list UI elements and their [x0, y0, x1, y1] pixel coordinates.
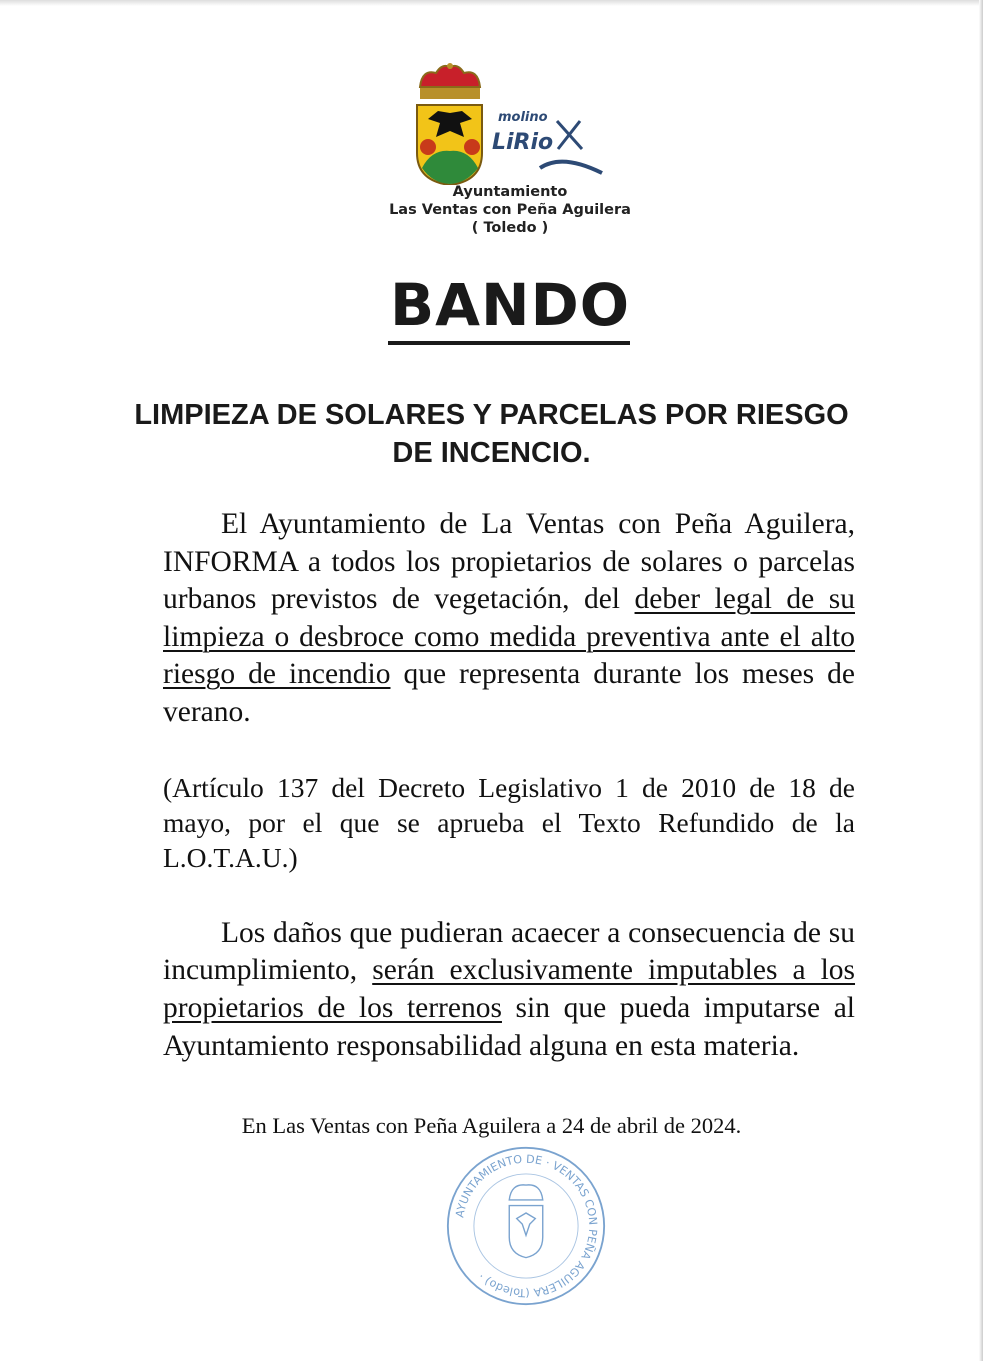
text: El Ayuntamiento de La Ventas con Peña Aguilera, INFORMA a todos los propietarios de solares o parcelas urbanos previstos de vegetación, del: [163, 508, 855, 616]
municipality-name: Las Ventas con Peña Aguilera: [389, 202, 631, 218]
svg-text:AYUNTAMIENTO DE · VENTAS CON P: AYUNTAMIENTO DE · VENTAS CON PEÑA AGUILERA (Toledo) ·: [453, 1152, 600, 1300]
text: que representa durante los meses de verano.: [163, 658, 855, 728]
document-title: BANDO: [389, 271, 631, 339]
text: Los daños que pudieran acaecer a consecuencia de su incumplimiento,: [163, 916, 855, 987]
text: sin que pueda imputarse al Ayuntamiento responsabilidad alguna en esta materia.: [163, 992, 856, 1062]
date-line: En Las Ventas con Peña Aguilera a 24 de abril de 2024.: [241, 1112, 742, 1138]
paragraph-liability: [163, 915, 855, 1066]
underlined-text: deber legal de su limpieza o desbroce como medida preventiva ante el alto riesgo de incendio: [163, 583, 855, 691]
svg-text:LiRio: LiRio: [492, 130, 554, 155]
org-name: Ayuntamiento: [452, 184, 568, 200]
underlined-text: serán exclusivamente imputables a los propietarios de los terrenos: [163, 954, 856, 1025]
legal-reference: (Artículo 137 del Decreto Legislativo 1 de 2010 de 18 de mayo, por el que se aprueba el Texto Refundido de la L.O.T.A.U.): [163, 771, 855, 873]
official-stamp: [446, 1146, 606, 1306]
paragraph-informa: [163, 506, 855, 732]
coat-of-arms-icon: [509, 1185, 542, 1258]
province-name: ( Toledo ): [471, 220, 549, 236]
svg-text:molino: molino: [498, 110, 548, 125]
subject-heading: LIMPIEZA DE SOLARES Y PARCELAS POR RIESGO DE INCENCIO.: [134, 399, 849, 469]
